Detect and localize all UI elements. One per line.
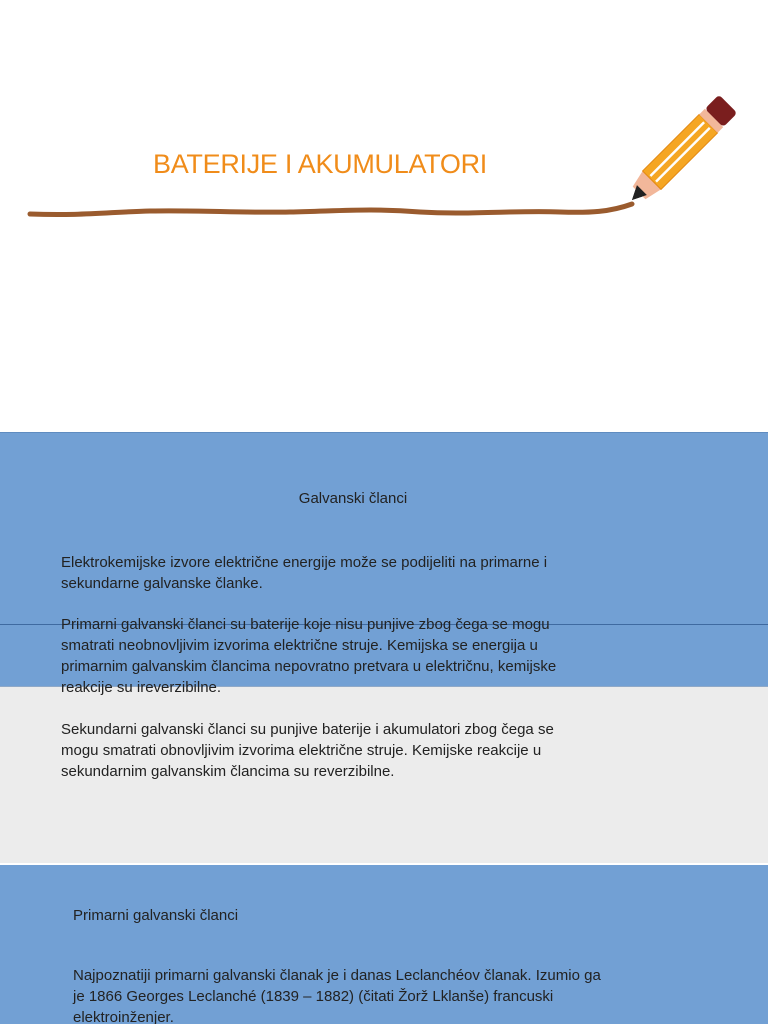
paragraph-intro bbox=[61, 552, 547, 594]
text-line: reakcije su ireverzibilne. bbox=[61, 679, 222, 696]
text-line: sekundarne galvanske članke. bbox=[61, 575, 263, 592]
text-line: Elektrokemijske izvore električne energije može se podijeliti na primarne i bbox=[61, 554, 548, 571]
text-line: mogu smatrati obnovljivim izvorima električne struje. Kemijske reakcije u bbox=[61, 742, 542, 759]
text-line: je 1866 Georges Leclanché (1839 – 1882) (čitati Žorž Lklanše) francuski bbox=[73, 988, 554, 1005]
section-heading: Galvanski članci bbox=[298, 490, 408, 507]
title-decoration bbox=[0, 0, 768, 432]
content-slide-bottom bbox=[0, 865, 768, 1024]
text-line: Najpoznatiji primarni galvanski članak je i danas Leclanchéov članak. Izumio ga bbox=[73, 967, 601, 984]
paragraph-secondary bbox=[61, 719, 554, 782]
slide-title: BATERIJE I AKUMULATORI bbox=[153, 149, 487, 179]
text-line: Primarni galvanski članci su baterije koje nisu punjive zbog čega se mogu bbox=[61, 616, 550, 633]
paragraph-leclanche bbox=[73, 965, 601, 1024]
title-slide bbox=[0, 0, 768, 432]
pencil-icon bbox=[623, 95, 738, 210]
section-heading: Primarni galvanski članci bbox=[73, 907, 239, 924]
paragraph-primary bbox=[61, 614, 556, 698]
text-line: primarnim galvanskim člancima nepovratno pretvara u električnu, kemijske bbox=[61, 658, 557, 675]
text-line: Sekundarni galvanski članci su punjive baterije i akumulatori zbog čega se bbox=[61, 721, 554, 738]
text-line: sekundarnim galvanskim člancima su reverzibilne. bbox=[61, 763, 395, 780]
text-line: smatrati neobnovljivim izvorima električne struje. Kemijska se energija u bbox=[61, 637, 538, 654]
title-underline bbox=[30, 204, 632, 215]
text-line: elektroinženjer. bbox=[73, 1009, 174, 1024]
